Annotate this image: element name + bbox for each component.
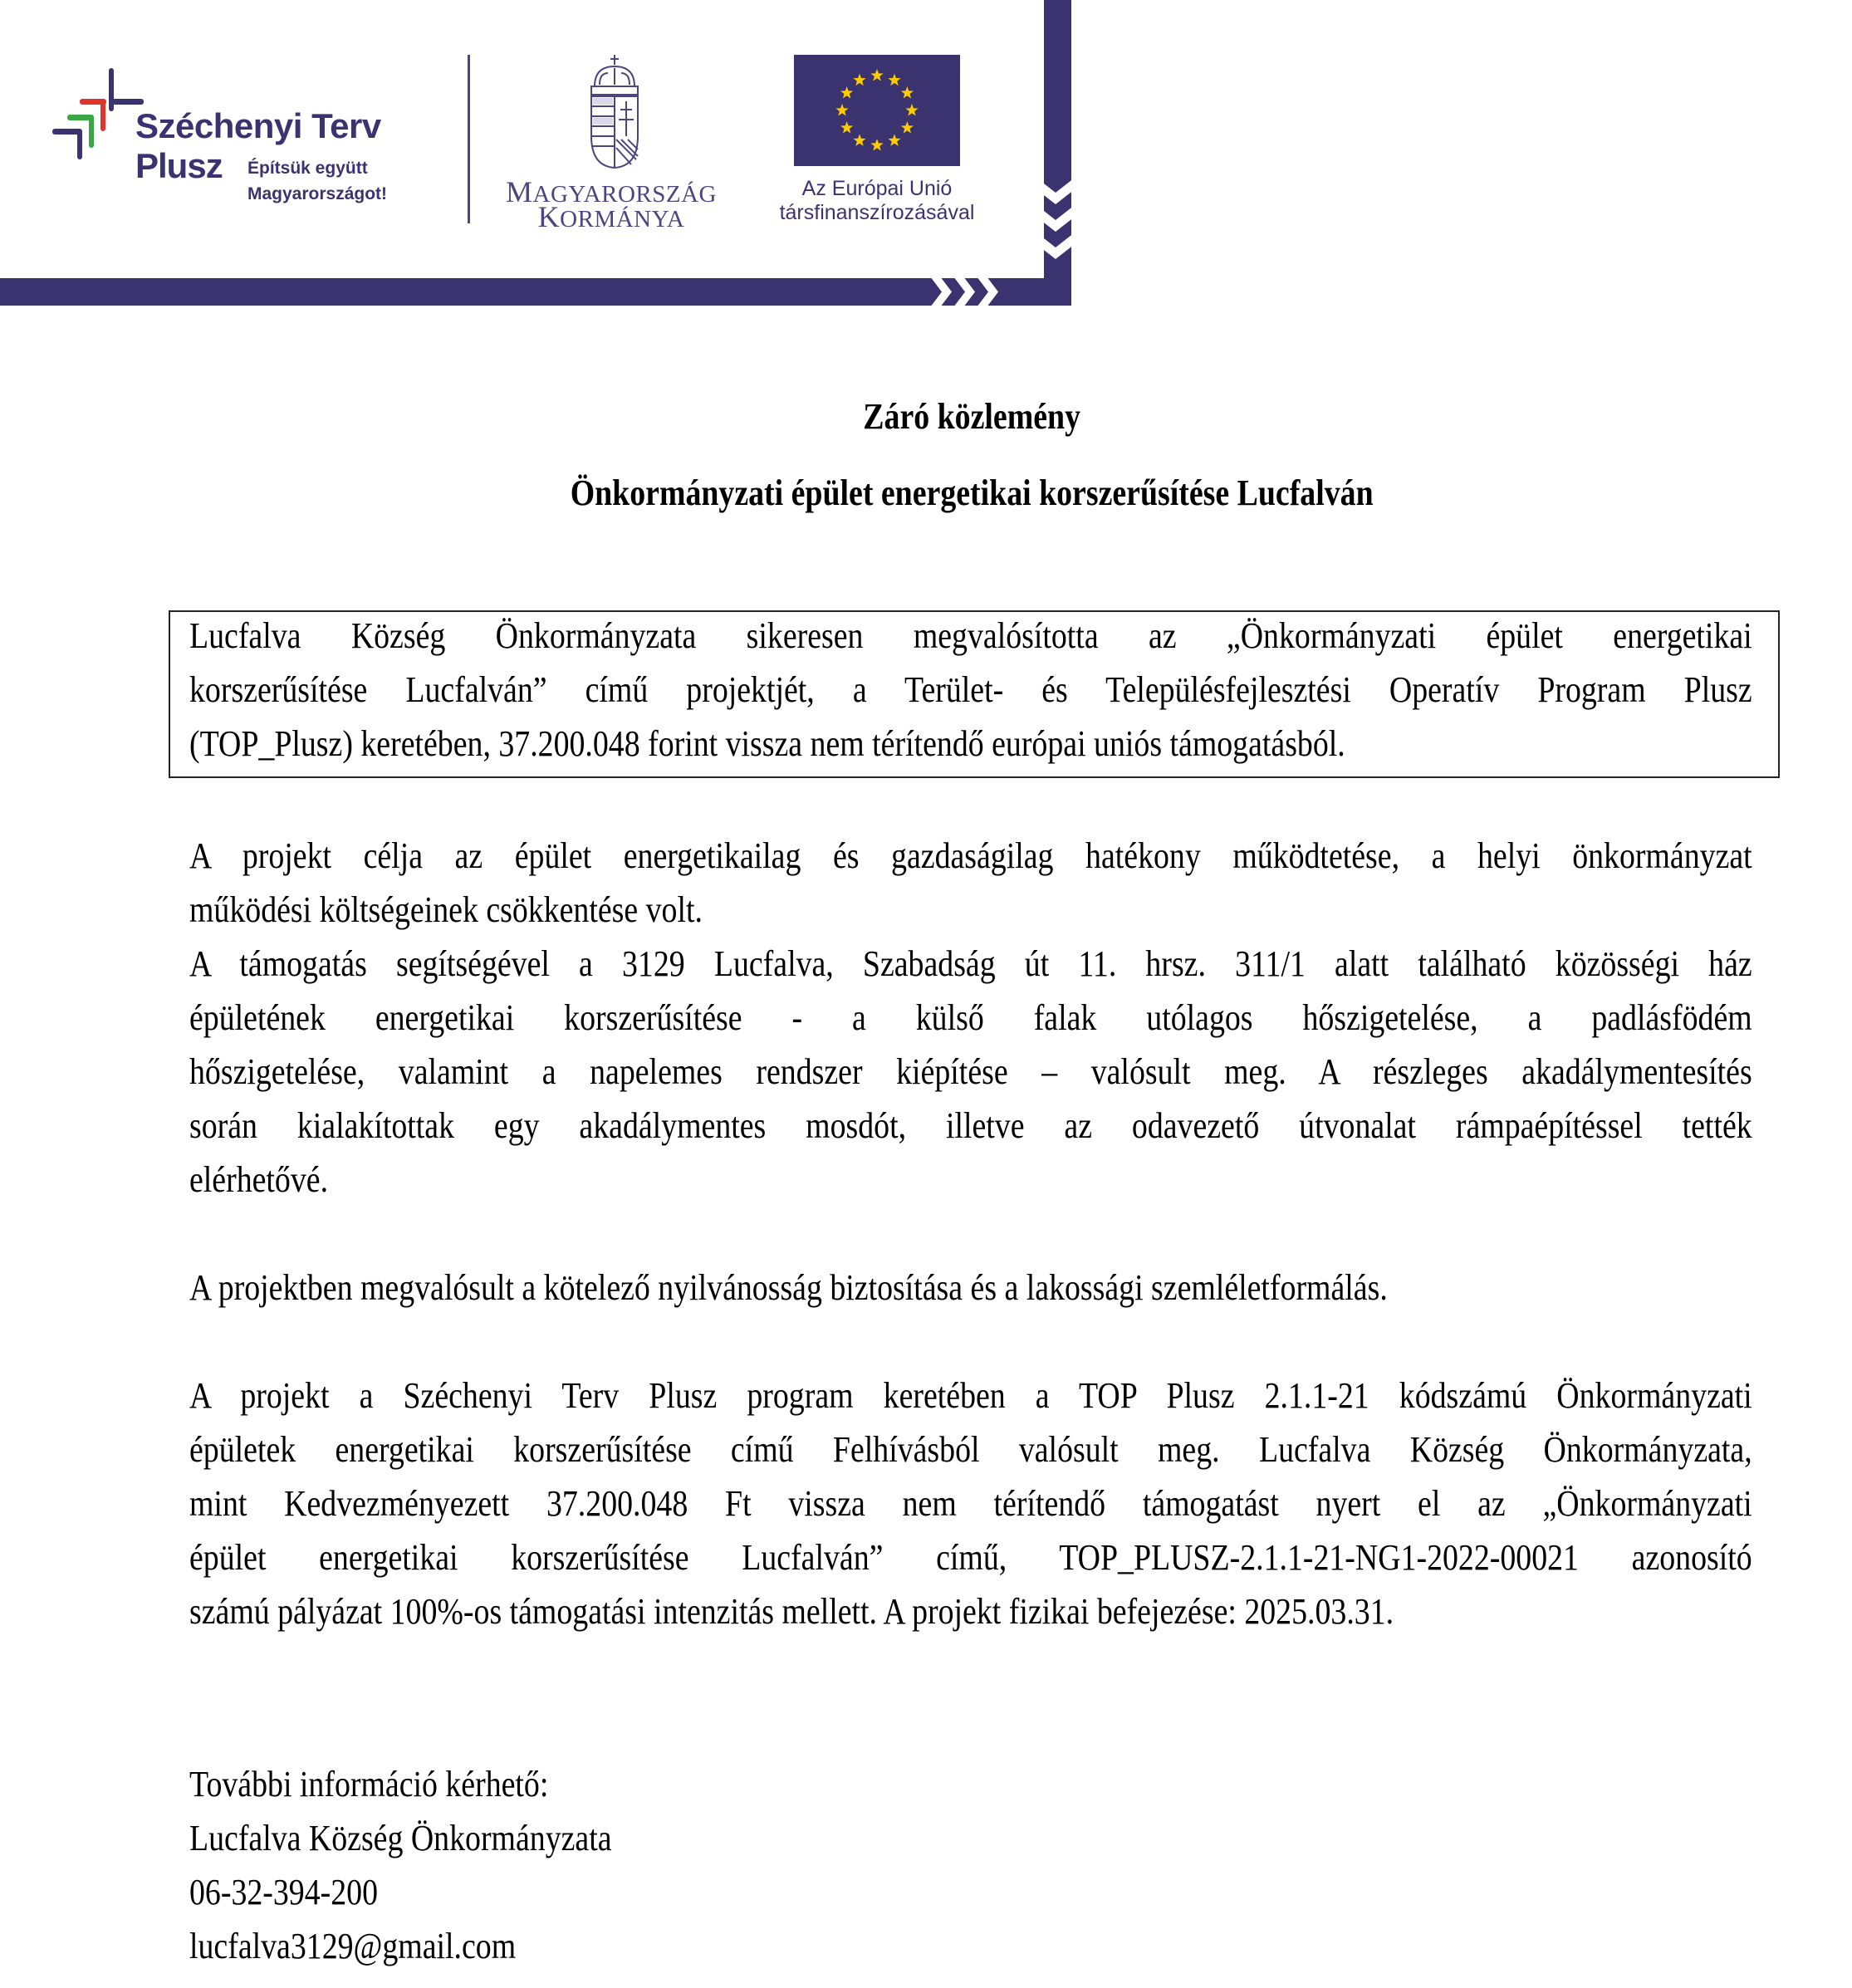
eu-star-icon (888, 134, 900, 145)
szechenyi-tagline-2: Magyarországot! (247, 184, 388, 203)
paragraph-line: A projekt a Széchenyi Terv Plusz program keretében a TOP Plusz 2.1.1-21 kódszámú Önkormányzati (189, 1375, 1752, 1416)
eu-star-icon (905, 104, 918, 115)
eu-star-icon (835, 104, 848, 115)
document-subtitle: Önkormányzati épület energetikai korszerűsítése Lucfalván (570, 473, 1374, 513)
summary-line: korszerűsítése Lucfalván” című projektjét, a Terület- és Településfejlesztési Operatív Program Plusz (189, 669, 1752, 710)
contact-heading: További információ kérhető: (189, 1764, 549, 1804)
chevron-down-icon (1036, 205, 1075, 233)
szechenyi-logo-title: Széchenyi Terv (135, 106, 381, 145)
chevron-right-icon (930, 277, 952, 307)
chevron-right-icon (977, 277, 998, 307)
eu-star-icon (853, 74, 865, 86)
eu-star-icon (901, 121, 914, 133)
paragraph-line: A támogatás segítségével a 3129 Lucfalva, Szabadság út 11. hrsz. 311/1 alatt található közösségi ház (189, 943, 1752, 984)
contact-email[interactable]: lucfalva3129@gmail.com (189, 1926, 517, 1966)
eu-star-icon (888, 74, 900, 86)
paragraph-line: A projekt célja az épület energetikailag és gazdaságilag hatékony működtetése, a helyi önkormányzat (189, 835, 1752, 876)
government-name-line-2: KORMÁNYA (537, 200, 685, 233)
document-title: Záró közlemény (863, 396, 1080, 437)
paragraph-line: számú pályázat 100%-os támogatási intenzitás mellett. A projekt fizikai befejezése: 2025.03.31. (189, 1591, 1394, 1632)
eu-star-icon (901, 86, 914, 98)
paragraph-line: elérhetővé. (189, 1159, 329, 1200)
logo-divider (468, 55, 470, 223)
paragraph-line: mint Kedvezményezett 37.200.048 Ft vissza nem térítendő támogatást nyert el az „Önkormányzati (189, 1483, 1752, 1524)
paragraph-line: működési költségeinek csökkentése volt. (189, 889, 703, 930)
header-banner (0, 0, 1075, 309)
eu-star-icon (870, 69, 883, 81)
szechenyi-logo-plusz: Plusz (135, 146, 223, 185)
government-name-line-1: MAGYARORSZÁG (506, 175, 717, 208)
summary-line: (TOP_Plusz) keretében, 37.200.048 forint vissza nem térítendő európai uniós támogatásból. (189, 723, 1345, 764)
eu-star-icon (840, 86, 853, 98)
summary-line: Lucfalva Község Önkormányzata sikeresen megvalósította az „Önkormányzati épület energetikai (189, 615, 1752, 656)
paragraph-line: során kialakítottak egy akadálymentes mosdót, illetve az odavezető útvonalat rámpaépítéssel tették (189, 1105, 1752, 1146)
contact-organization: Lucfalva Község Önkormányzata (189, 1818, 612, 1858)
eu-flag-icon (794, 55, 960, 166)
chevron-down-icon (1036, 178, 1075, 206)
paragraph-line: épület energetikai korszerűsítése Lucfalván” című, TOP_PLUSZ-2.1.1-21-NG1-2022-00021 azonosító (189, 1537, 1752, 1578)
eu-star-icon (870, 139, 883, 150)
paragraph-line: hőszigetelése, valamint a napelemes rendszer kiépítése – valósult meg. A részleges akadálymentesítés (189, 1051, 1752, 1092)
paragraph-line: épületének energetikai korszerűsítése - a külső falak utólagos hőszigetelése, a padlásfödém (189, 997, 1752, 1038)
paragraph-line: A projektben megvalósult a kötelező nyilvánosság biztosítása és a lakossági szemléletformálás. (189, 1267, 1388, 1308)
chevron-down-icon (1036, 233, 1075, 261)
szechenyi-tagline-1: Építsük együtt (247, 159, 368, 178)
eu-star-icon (853, 134, 865, 145)
eu-stars (794, 55, 960, 166)
paragraph-line: épületek energetikai korszerűsítése című Felhívásból valósult meg. Lucfalva Község Önkormányzata, (189, 1429, 1752, 1470)
chevron-right-icon (953, 277, 975, 307)
frame-horizontal-bar (0, 278, 1071, 306)
eu-cofinancing-line-1: Az Európai Unió (801, 177, 953, 200)
hungarian-coat-of-arms-icon (581, 53, 648, 169)
contact-phone: 06-32-394-200 (189, 1872, 379, 1912)
szechenyi-cross-logo-icon (52, 68, 144, 159)
eu-star-icon (840, 121, 853, 133)
eu-cofinancing-line-2: társfinanszírozásával (779, 201, 975, 224)
